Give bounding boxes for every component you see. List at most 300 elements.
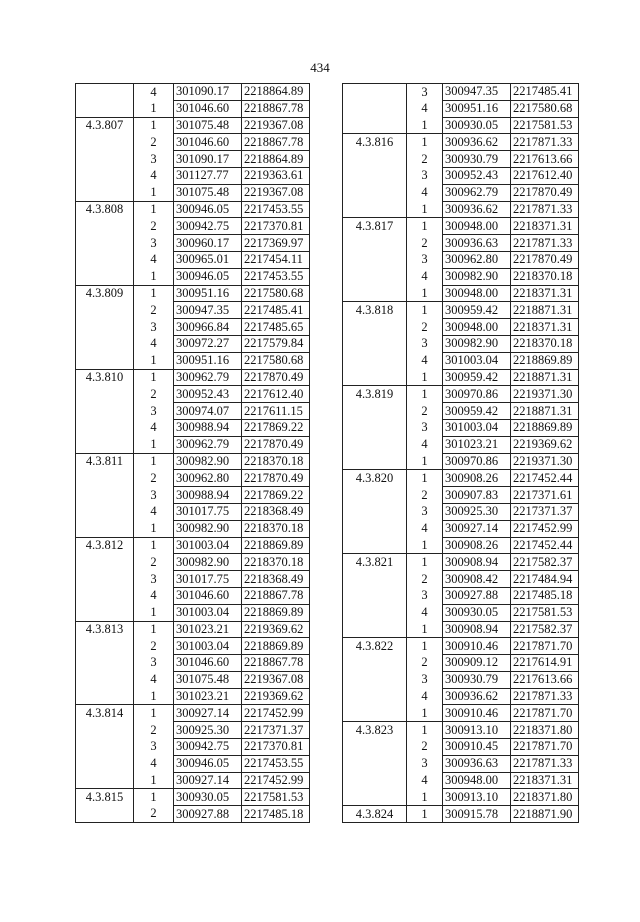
point-number-cell: 1 — [134, 117, 174, 134]
x-coordinate-cell: 301023.21 — [174, 688, 242, 705]
x-coordinate-cell: 300972.27 — [174, 335, 242, 352]
y-coordinate-cell: 2217611.15 — [242, 403, 310, 420]
point-number-cell: 2 — [134, 806, 174, 823]
x-coordinate-cell: 301046.60 — [174, 100, 242, 117]
x-coordinate-cell: 300936.62 — [443, 134, 511, 151]
y-coordinate-cell: 2217452.44 — [511, 470, 579, 487]
point-number-cell: 3 — [134, 487, 174, 504]
table-row — [343, 84, 579, 101]
section-id-cell — [76, 739, 134, 756]
point-number-cell: 1 — [134, 789, 174, 806]
section-id-cell — [76, 403, 134, 420]
section-id-cell — [343, 604, 407, 621]
x-coordinate-cell: 301023.21 — [443, 436, 511, 453]
section-id-cell — [343, 503, 407, 520]
point-number-cell: 4 — [134, 671, 174, 688]
point-number-cell: 3 — [134, 571, 174, 588]
point-number-cell: 2 — [407, 235, 443, 252]
section-id-cell — [343, 235, 407, 252]
table-row — [76, 100, 310, 117]
section-id-cell — [76, 335, 134, 352]
section-id-cell — [343, 688, 407, 705]
point-number-cell: 1 — [407, 722, 443, 739]
table-row — [76, 268, 310, 285]
point-number-cell: 1 — [134, 100, 174, 117]
table-row — [76, 520, 310, 537]
y-coordinate-cell: 2217452.99 — [242, 772, 310, 789]
point-number-cell: 1 — [407, 806, 443, 823]
point-number-cell: 4 — [407, 604, 443, 621]
y-coordinate-cell: 2217371.61 — [511, 487, 579, 504]
x-coordinate-cell: 300970.86 — [443, 386, 511, 403]
y-coordinate-cell: 2217454.11 — [242, 251, 310, 268]
y-coordinate-cell: 2217485.41 — [511, 84, 579, 101]
table-row — [76, 302, 310, 319]
section-id-cell — [76, 638, 134, 655]
y-coordinate-cell: 2217871.33 — [511, 755, 579, 772]
point-number-cell: 4 — [134, 167, 174, 184]
x-coordinate-cell: 301075.48 — [174, 184, 242, 201]
x-coordinate-cell: 300909.12 — [443, 655, 511, 672]
y-coordinate-cell: 2219371.30 — [511, 453, 579, 470]
table-row — [343, 739, 579, 756]
table-row — [76, 386, 310, 403]
y-coordinate-cell: 2217453.55 — [242, 755, 310, 772]
y-coordinate-cell: 2217869.22 — [242, 419, 310, 436]
x-coordinate-cell: 301046.60 — [174, 655, 242, 672]
section-id-cell: 4.3.822 — [343, 638, 407, 655]
point-number-cell: 3 — [407, 587, 443, 604]
section-id-cell — [343, 755, 407, 772]
x-coordinate-cell: 300925.30 — [174, 722, 242, 739]
point-number-cell: 3 — [134, 235, 174, 252]
table-row — [343, 369, 579, 386]
section-id-cell — [76, 487, 134, 504]
table-row — [76, 554, 310, 571]
y-coordinate-cell: 2217484.94 — [511, 571, 579, 588]
y-coordinate-cell: 2218371.31 — [511, 218, 579, 235]
point-number-cell: 2 — [134, 134, 174, 151]
point-number-cell: 1 — [407, 789, 443, 806]
point-number-cell: 1 — [134, 621, 174, 638]
point-number-cell: 1 — [134, 520, 174, 537]
point-number-cell: 4 — [134, 587, 174, 604]
y-coordinate-cell: 2218867.78 — [242, 655, 310, 672]
section-id-cell — [76, 251, 134, 268]
table-row — [343, 268, 579, 285]
point-number-cell: 1 — [134, 688, 174, 705]
table-row — [76, 537, 310, 554]
x-coordinate-cell: 300946.05 — [174, 755, 242, 772]
point-number-cell: 3 — [407, 419, 443, 436]
section-id-cell — [343, 739, 407, 756]
point-number-cell: 1 — [407, 302, 443, 319]
table-row — [76, 638, 310, 655]
y-coordinate-cell: 2219367.08 — [242, 184, 310, 201]
x-coordinate-cell: 301023.21 — [174, 621, 242, 638]
section-id-cell — [76, 554, 134, 571]
x-coordinate-cell: 301075.48 — [174, 671, 242, 688]
point-number-cell: 1 — [407, 369, 443, 386]
table-row — [343, 755, 579, 772]
point-number-cell: 1 — [407, 285, 443, 302]
table-row — [76, 688, 310, 705]
section-id-cell: 4.3.807 — [76, 117, 134, 134]
x-coordinate-cell: 300908.94 — [443, 554, 511, 571]
section-id-cell — [76, 571, 134, 588]
x-coordinate-cell: 301017.75 — [174, 503, 242, 520]
section-id-cell — [76, 671, 134, 688]
table-row — [76, 403, 310, 420]
table-row — [343, 470, 579, 487]
section-id-cell — [76, 688, 134, 705]
x-coordinate-cell: 300988.94 — [174, 487, 242, 504]
table-row — [76, 503, 310, 520]
point-number-cell: 3 — [134, 403, 174, 420]
section-id-cell — [343, 436, 407, 453]
table-row — [76, 134, 310, 151]
y-coordinate-cell: 2217582.37 — [511, 621, 579, 638]
x-coordinate-cell: 300913.10 — [443, 789, 511, 806]
x-coordinate-cell: 301003.04 — [174, 537, 242, 554]
point-number-cell: 1 — [407, 117, 443, 134]
table-row — [76, 470, 310, 487]
x-coordinate-cell: 300910.45 — [443, 739, 511, 756]
table-row — [76, 806, 310, 823]
table-row — [343, 419, 579, 436]
table-row — [76, 419, 310, 436]
point-number-cell: 1 — [407, 638, 443, 655]
y-coordinate-cell: 2218368.49 — [242, 571, 310, 588]
point-number-cell: 2 — [134, 470, 174, 487]
x-coordinate-cell: 300927.14 — [443, 520, 511, 537]
x-coordinate-cell: 300948.00 — [443, 285, 511, 302]
point-number-cell: 4 — [407, 100, 443, 117]
table-row — [76, 117, 310, 134]
point-number-cell: 3 — [407, 755, 443, 772]
table-row — [343, 537, 579, 554]
x-coordinate-cell: 300962.79 — [174, 369, 242, 386]
x-coordinate-cell: 300947.35 — [443, 84, 511, 101]
x-coordinate-cell: 300962.79 — [174, 436, 242, 453]
y-coordinate-cell: 2217870.49 — [242, 470, 310, 487]
section-id-cell — [343, 268, 407, 285]
x-coordinate-cell: 301003.04 — [174, 638, 242, 655]
y-coordinate-cell: 2217371.37 — [242, 722, 310, 739]
section-id-cell: 4.3.814 — [76, 705, 134, 722]
section-id-cell — [76, 167, 134, 184]
y-coordinate-cell: 2217581.53 — [511, 117, 579, 134]
section-id-cell — [76, 100, 134, 117]
point-number-cell: 1 — [134, 184, 174, 201]
y-coordinate-cell: 2218871.90 — [511, 806, 579, 823]
point-number-cell: 1 — [407, 386, 443, 403]
x-coordinate-cell: 300951.16 — [174, 285, 242, 302]
table-row — [76, 722, 310, 739]
section-id-cell: 4.3.809 — [76, 285, 134, 302]
y-coordinate-cell: 2217871.70 — [511, 705, 579, 722]
y-coordinate-cell: 2217612.40 — [242, 386, 310, 403]
y-coordinate-cell: 2217870.49 — [242, 436, 310, 453]
point-number-cell: 4 — [407, 520, 443, 537]
table-row — [343, 251, 579, 268]
y-coordinate-cell: 2217582.37 — [511, 554, 579, 571]
table-row — [76, 184, 310, 201]
x-coordinate-cell: 300970.86 — [443, 453, 511, 470]
table-row — [343, 520, 579, 537]
y-coordinate-cell: 2217870.49 — [511, 251, 579, 268]
point-number-cell: 2 — [407, 739, 443, 756]
point-number-cell: 3 — [407, 167, 443, 184]
x-coordinate-cell: 300966.84 — [174, 319, 242, 336]
x-coordinate-cell: 300942.75 — [174, 739, 242, 756]
x-coordinate-cell: 300907.83 — [443, 487, 511, 504]
y-coordinate-cell: 2218869.89 — [242, 604, 310, 621]
point-number-cell: 4 — [407, 772, 443, 789]
table-row — [343, 235, 579, 252]
x-coordinate-cell: 300947.35 — [174, 302, 242, 319]
section-id-cell — [343, 571, 407, 588]
section-id-cell — [76, 520, 134, 537]
x-coordinate-cell: 300908.94 — [443, 621, 511, 638]
table-row — [343, 319, 579, 336]
table-row — [343, 554, 579, 571]
x-coordinate-cell: 301017.75 — [174, 571, 242, 588]
point-number-cell: 3 — [407, 335, 443, 352]
point-number-cell: 3 — [134, 151, 174, 168]
table-row — [76, 705, 310, 722]
section-id-cell — [76, 470, 134, 487]
x-coordinate-cell: 300952.43 — [443, 167, 511, 184]
section-id-cell — [76, 184, 134, 201]
section-id-cell — [343, 705, 407, 722]
table-row — [76, 436, 310, 453]
y-coordinate-cell: 2217452.99 — [242, 705, 310, 722]
table-row — [76, 655, 310, 672]
section-id-cell: 4.3.818 — [343, 302, 407, 319]
table-row — [343, 806, 579, 823]
table-row — [343, 436, 579, 453]
y-coordinate-cell: 2217369.97 — [242, 235, 310, 252]
y-coordinate-cell: 2218871.31 — [511, 403, 579, 420]
section-id-cell — [76, 386, 134, 403]
x-coordinate-cell: 300910.46 — [443, 638, 511, 655]
section-id-cell: 4.3.824 — [343, 806, 407, 823]
section-id-cell — [343, 167, 407, 184]
section-id-cell — [343, 520, 407, 537]
x-coordinate-cell: 301075.48 — [174, 117, 242, 134]
y-coordinate-cell: 2217581.53 — [242, 789, 310, 806]
point-number-cell: 4 — [407, 184, 443, 201]
section-id-cell — [76, 319, 134, 336]
x-coordinate-cell: 300908.26 — [443, 537, 511, 554]
y-coordinate-cell: 2219371.30 — [511, 386, 579, 403]
point-number-cell: 3 — [407, 251, 443, 268]
y-coordinate-cell: 2218370.18 — [242, 520, 310, 537]
section-id-cell — [343, 621, 407, 638]
section-id-cell: 4.3.821 — [343, 554, 407, 571]
x-coordinate-cell: 301090.17 — [174, 151, 242, 168]
y-coordinate-cell: 2218864.89 — [242, 84, 310, 101]
y-coordinate-cell: 2217370.81 — [242, 218, 310, 235]
table-row — [76, 621, 310, 638]
y-coordinate-cell: 2217871.70 — [511, 638, 579, 655]
x-coordinate-cell: 300936.62 — [443, 688, 511, 705]
section-id-cell — [76, 218, 134, 235]
y-coordinate-cell: 2218871.31 — [511, 369, 579, 386]
y-coordinate-cell: 2217453.55 — [242, 268, 310, 285]
point-number-cell: 4 — [134, 335, 174, 352]
table-row — [343, 722, 579, 739]
x-coordinate-cell: 301003.04 — [443, 352, 511, 369]
table-row — [343, 403, 579, 420]
point-number-cell: 2 — [134, 722, 174, 739]
point-number-cell: 2 — [134, 638, 174, 655]
section-id-cell — [343, 655, 407, 672]
y-coordinate-cell: 2218368.49 — [242, 503, 310, 520]
x-coordinate-cell: 300927.88 — [443, 587, 511, 604]
section-id-cell — [343, 537, 407, 554]
y-coordinate-cell: 2217871.33 — [511, 134, 579, 151]
y-coordinate-cell: 2217614.91 — [511, 655, 579, 672]
table-row — [343, 184, 579, 201]
section-id-cell — [343, 285, 407, 302]
table-row — [343, 604, 579, 621]
point-number-cell: 1 — [407, 470, 443, 487]
section-id-cell — [343, 100, 407, 117]
table-row — [76, 235, 310, 252]
section-id-cell — [76, 772, 134, 789]
coordinate-table-right — [342, 83, 579, 823]
table-row — [343, 285, 579, 302]
table-row — [343, 453, 579, 470]
table-row — [343, 352, 579, 369]
section-id-cell — [343, 84, 407, 101]
point-number-cell: 2 — [134, 554, 174, 571]
y-coordinate-cell: 2217579.84 — [242, 335, 310, 352]
table-row — [343, 335, 579, 352]
y-coordinate-cell: 2219369.62 — [511, 436, 579, 453]
x-coordinate-cell: 300960.17 — [174, 235, 242, 252]
table-row — [343, 688, 579, 705]
section-id-cell: 4.3.810 — [76, 369, 134, 386]
point-number-cell: 1 — [407, 453, 443, 470]
y-coordinate-cell: 2217485.65 — [242, 319, 310, 336]
point-number-cell: 3 — [407, 671, 443, 688]
x-coordinate-cell: 300962.80 — [443, 251, 511, 268]
table-row — [76, 151, 310, 168]
table-row — [343, 100, 579, 117]
x-coordinate-cell: 300965.01 — [174, 251, 242, 268]
table-row — [343, 302, 579, 319]
point-number-cell: 1 — [134, 285, 174, 302]
x-coordinate-cell: 300913.10 — [443, 722, 511, 739]
point-number-cell: 1 — [134, 604, 174, 621]
x-coordinate-cell: 300927.14 — [174, 772, 242, 789]
table-row — [343, 218, 579, 235]
x-coordinate-cell: 300930.05 — [174, 789, 242, 806]
x-coordinate-cell: 300974.07 — [174, 403, 242, 420]
table-row — [343, 655, 579, 672]
y-coordinate-cell: 2218864.89 — [242, 151, 310, 168]
y-coordinate-cell: 2218371.80 — [511, 722, 579, 739]
point-number-cell: 4 — [407, 352, 443, 369]
y-coordinate-cell: 2218370.18 — [242, 554, 310, 571]
coordinate-table-left — [75, 83, 310, 823]
x-coordinate-cell: 301046.60 — [174, 134, 242, 151]
table-row — [76, 772, 310, 789]
section-id-cell — [76, 755, 134, 772]
x-coordinate-cell: 300915.78 — [443, 806, 511, 823]
x-coordinate-cell: 300959.42 — [443, 403, 511, 420]
point-number-cell: 3 — [407, 84, 443, 101]
x-coordinate-cell: 300988.94 — [174, 419, 242, 436]
table-row — [76, 369, 310, 386]
point-number-cell: 4 — [407, 268, 443, 285]
section-id-cell — [343, 369, 407, 386]
point-number-cell: 4 — [134, 84, 174, 101]
table-row — [76, 739, 310, 756]
section-id-cell — [76, 302, 134, 319]
section-id-cell — [343, 419, 407, 436]
y-coordinate-cell: 2217452.44 — [511, 537, 579, 554]
point-number-cell: 4 — [407, 688, 443, 705]
y-coordinate-cell: 2218871.31 — [511, 302, 579, 319]
y-coordinate-cell: 2217580.68 — [511, 100, 579, 117]
y-coordinate-cell: 2218867.78 — [242, 134, 310, 151]
table-row — [76, 251, 310, 268]
section-id-cell: 4.3.813 — [76, 621, 134, 638]
y-coordinate-cell: 2218370.18 — [242, 453, 310, 470]
table-row — [76, 671, 310, 688]
table-row — [343, 772, 579, 789]
x-coordinate-cell: 300930.79 — [443, 671, 511, 688]
table-row — [343, 671, 579, 688]
x-coordinate-cell: 300962.79 — [443, 184, 511, 201]
point-number-cell: 1 — [407, 705, 443, 722]
y-coordinate-cell: 2218869.89 — [242, 638, 310, 655]
section-id-cell — [76, 503, 134, 520]
section-id-cell — [343, 201, 407, 218]
x-coordinate-cell: 300936.63 — [443, 235, 511, 252]
point-number-cell: 2 — [407, 487, 443, 504]
table-row — [343, 201, 579, 218]
section-id-cell: 4.3.823 — [343, 722, 407, 739]
section-id-cell — [343, 587, 407, 604]
point-number-cell: 4 — [407, 436, 443, 453]
point-number-cell: 2 — [407, 571, 443, 588]
table-row — [76, 352, 310, 369]
section-id-cell — [76, 604, 134, 621]
point-number-cell: 2 — [407, 319, 443, 336]
y-coordinate-cell: 2217871.33 — [511, 235, 579, 252]
x-coordinate-cell: 300959.42 — [443, 369, 511, 386]
y-coordinate-cell: 2219363.61 — [242, 167, 310, 184]
table-row — [76, 335, 310, 352]
y-coordinate-cell: 2217613.66 — [511, 671, 579, 688]
section-id-cell — [76, 722, 134, 739]
y-coordinate-cell: 2217452.99 — [511, 520, 579, 537]
section-id-cell — [343, 184, 407, 201]
section-id-cell — [343, 789, 407, 806]
y-coordinate-cell: 2217485.41 — [242, 302, 310, 319]
point-number-cell: 2 — [407, 151, 443, 168]
y-coordinate-cell: 2218371.31 — [511, 772, 579, 789]
table-row — [343, 571, 579, 588]
y-coordinate-cell: 2217870.49 — [242, 369, 310, 386]
x-coordinate-cell: 300936.62 — [443, 201, 511, 218]
table-row — [76, 587, 310, 604]
